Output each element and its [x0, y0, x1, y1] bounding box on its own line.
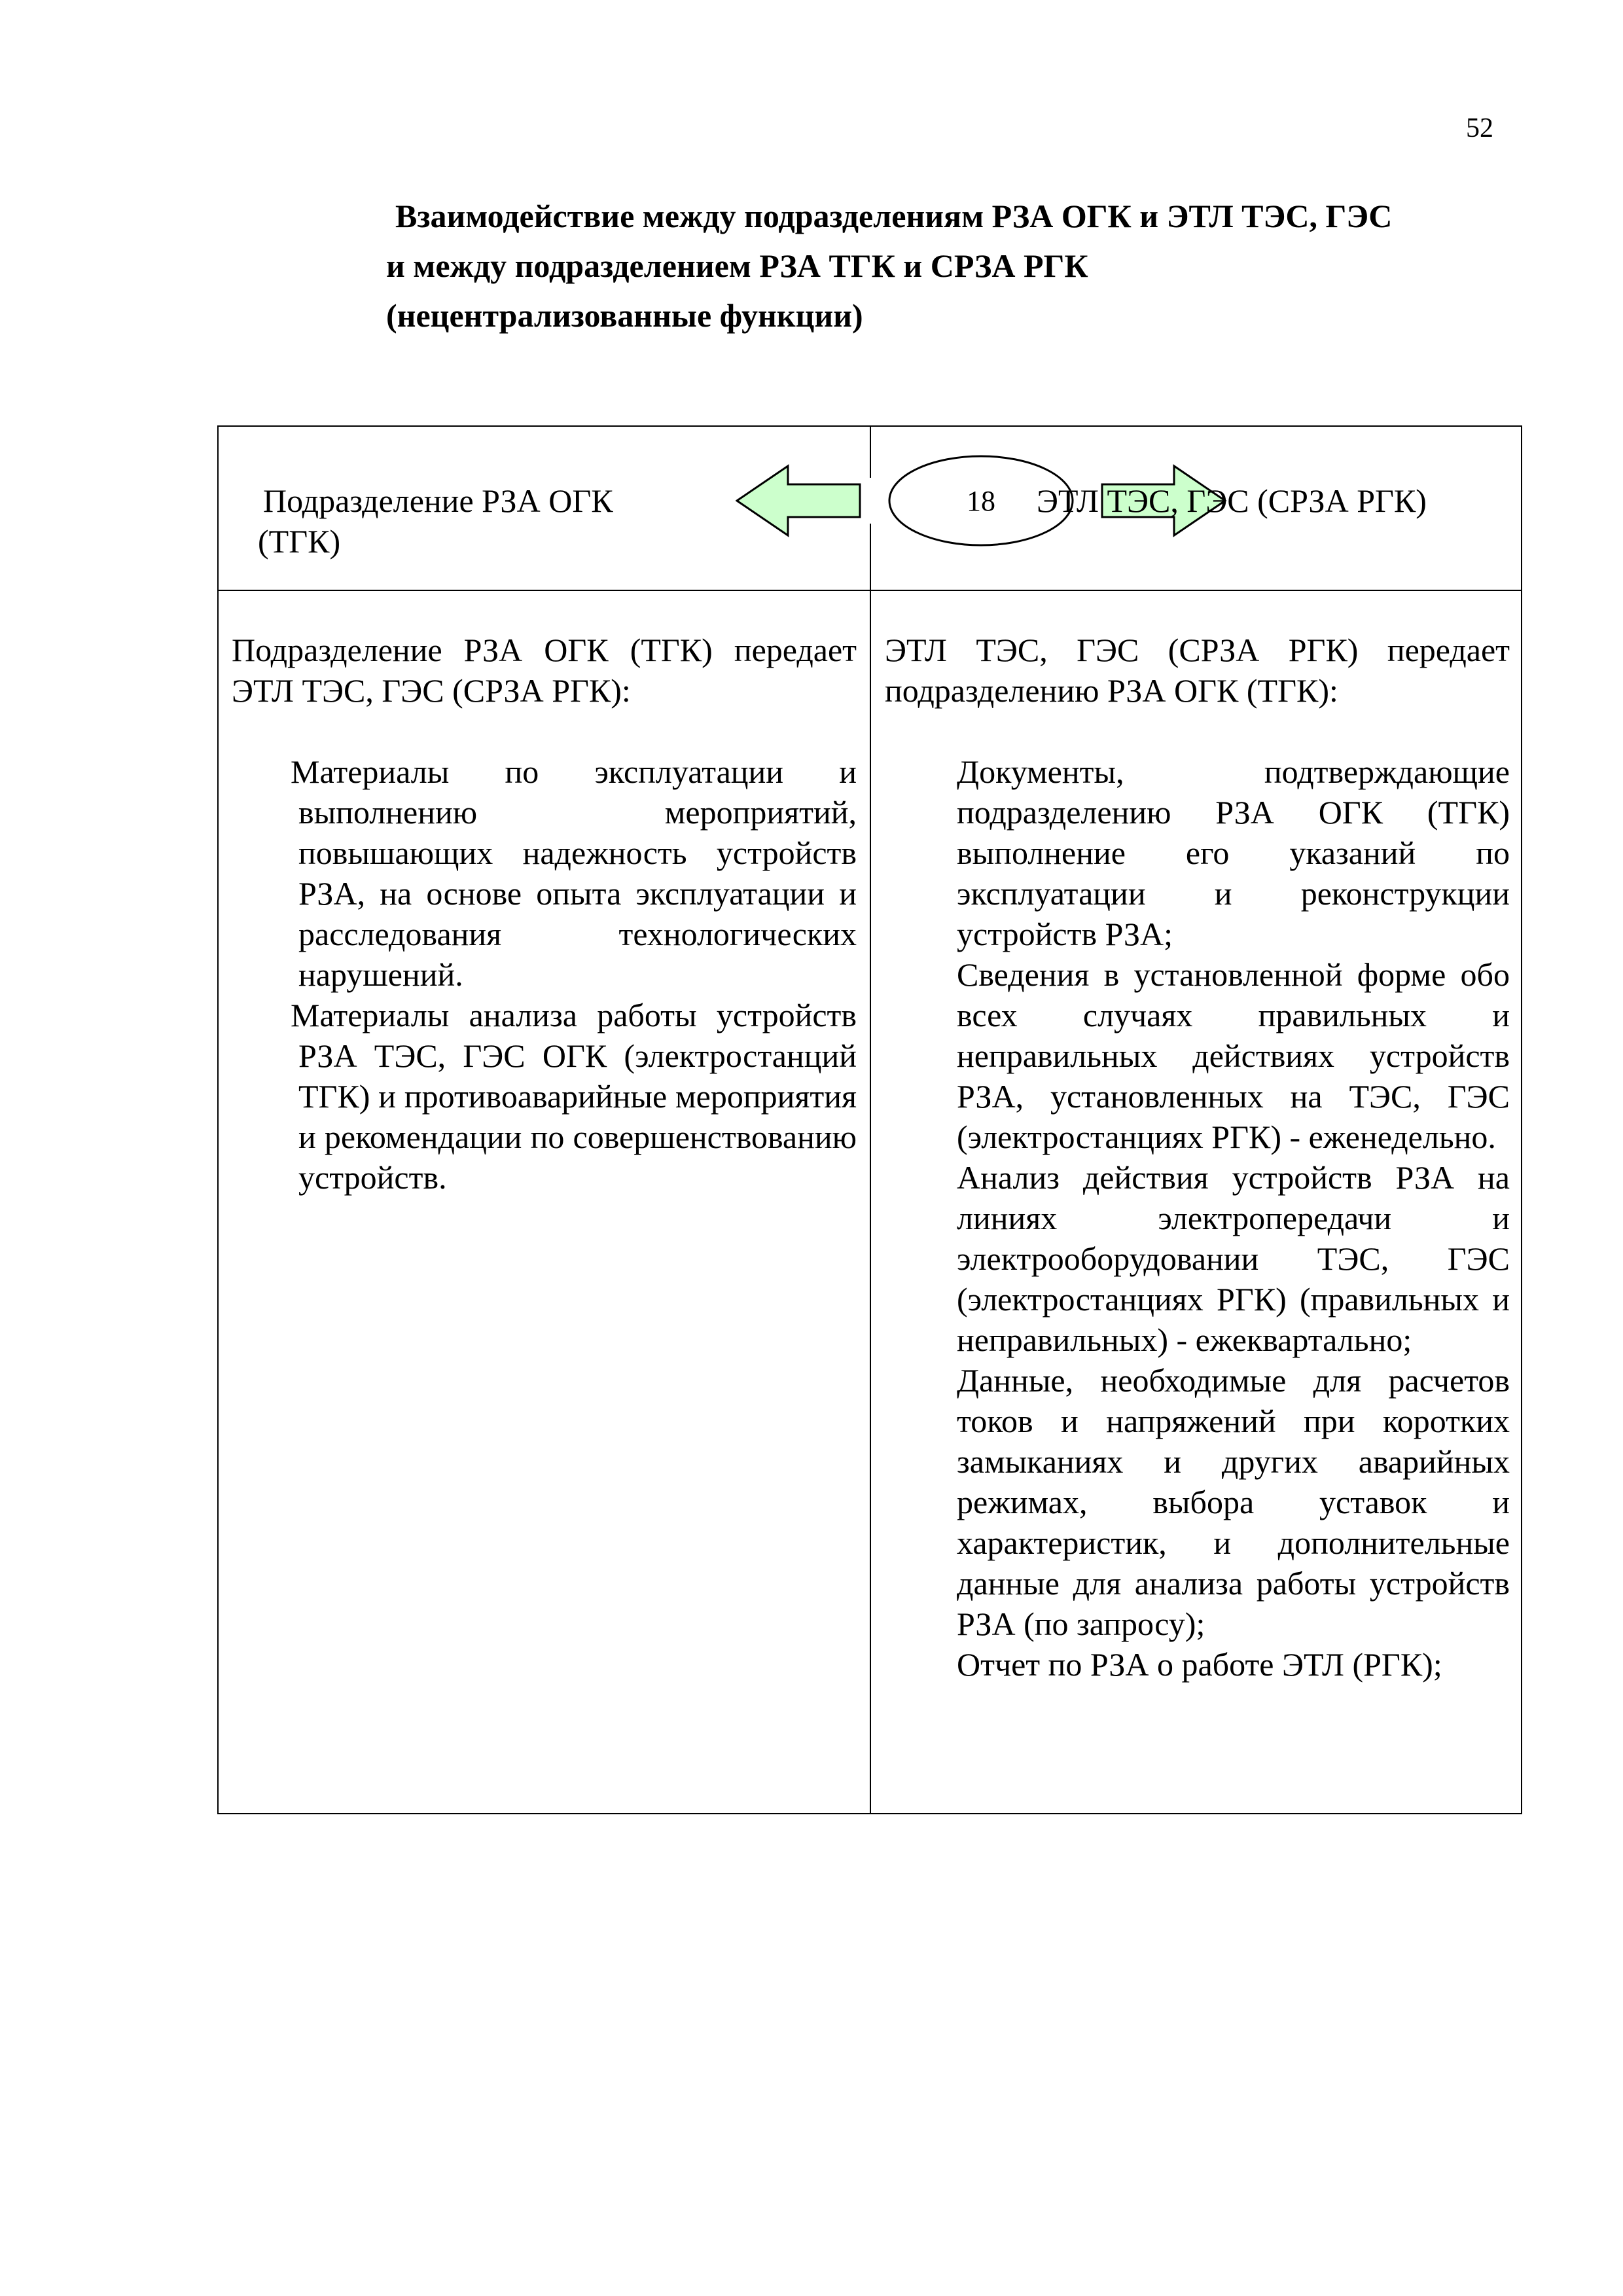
header-divider — [219, 590, 1521, 591]
interaction-table — [217, 425, 1522, 1814]
header-left-line-2: (ТГК) — [258, 523, 341, 560]
list-item: Анализ действия устройств РЗА на линиях электропередачи и электрооборудовании ТЭС, ГЭС (электростанциях РГК) (правильных и неправильных) - ежеквартально; — [957, 1159, 1510, 1358]
column-divider — [870, 427, 871, 1813]
list-item: Данные, необходимые для расчетов токов и напряжений при коротких замыканиях и других аварийных режимах, выбора уставок и характеристик, и дополнительные данные для анализа работы устройств РЗА (по запросу); — [957, 1362, 1510, 1642]
left-column-intro: Подразделение РЗА ОГК (ТГК) передает ЭТЛ ТЭС, ГЭС (СРЗА РГК): — [232, 632, 857, 709]
title-line-3: (нецентрализованные функции) — [386, 297, 863, 334]
list-item: Отчет по РЗА о работе ЭТЛ (РГК); — [957, 1646, 1442, 1683]
page-number: 52 — [1466, 113, 1493, 143]
header-left-line-1: Подразделение РЗА ОГК — [263, 482, 613, 519]
left-column-list — [291, 751, 857, 1198]
header-right-cell: ЭТЛ ТЭС, ГЭС (СРЗА РГК) — [1037, 482, 1427, 519]
step-number: 18 — [967, 485, 995, 517]
list-item: Материалы по эксплуатации и выполнению мероприятий, повышающих надежность устройств РЗА, на основе опыта эксплуатации и расследования технологических нарушений. — [291, 753, 857, 993]
title-line-2: и между подразделением РЗА ТГК и СРЗА РГК — [386, 247, 1088, 284]
left-arrow-shape — [737, 466, 860, 535]
document-title — [386, 191, 1538, 340]
list-item: Документы, подтверждающие подразделению РЗА ОГК (ТГК) выполнение его указаний по эксплуатации и реконструкции устройств РЗА; — [957, 753, 1510, 952]
right-column-list — [957, 751, 1510, 1685]
title-line-1: Взаимодействие между подразделениям РЗА ОГК и ЭТЛ ТЭС, ГЭС — [395, 198, 1393, 234]
right-column-intro: ЭТЛ ТЭС, ГЭС (СРЗА РГК) передает подразделению РЗА ОГК (ТГК): — [885, 632, 1510, 709]
header-left-cell — [258, 480, 683, 562]
list-item: Материалы анализа работы устройств РЗА ТЭС, ГЭС ОГК (электростанций ТГК) и противоаварийные мероприятия и рекомендации по совершенствованию устройств. — [291, 997, 857, 1196]
list-item: Сведения в установленной форме обо всех случаях правильных и неправильных действиях устройств РЗА, установленных на ТЭС, ГЭС (электростанциях РГК) - еженедельно. — [957, 956, 1510, 1155]
